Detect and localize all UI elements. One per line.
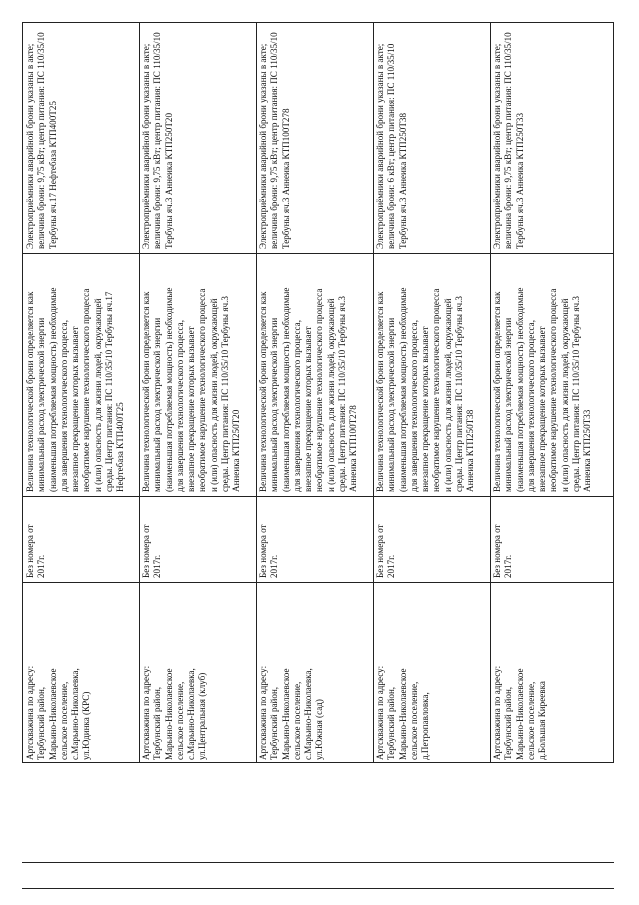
number-cell-text: Без номера от 2017г. <box>141 524 163 578</box>
description-cell-text: Величина технологической брони определяется как минимальный расход электрической энергии (наименьшая потребляемая мощность) необходимые для завершения технологического процесса, внезапное прекращение которых вызывает необратимое нарушение технологического процесса и (или) опасность для жизни людей, окружающей среды. Центр питания: ПС 110/35/10 Тербуны яч.3 Аннеика КТП250Т20 <box>141 287 242 492</box>
description-cell-text: Величина технологической брони определяется как минимальный расход электрической энергии (наименьшая потребляемая мощность) необходимые для завершения технологического процесса, внезапное прекращение которых вызывает необратимое нарушение технологического процесса и (или) опасность для жизни людей, окружающей среды. Центр питания: ПС 110/35/10 Тербуны яч.3 Аннеика КТП250Т33 <box>492 287 593 492</box>
description-cell <box>22 252 138 495</box>
number-cell-text: Без номера от 2017г. <box>25 524 47 578</box>
address-cell <box>372 581 489 763</box>
number-cell <box>372 495 489 581</box>
description-cell <box>489 252 614 495</box>
divider-line <box>22 888 614 889</box>
divider-line <box>22 862 614 863</box>
description-cell <box>138 252 255 495</box>
address-cell-text: Артскважина по адресу: Тербунский район, Марьино-Николаевское сельское поселение, д.Петропавловка, <box>375 665 431 760</box>
address-cell <box>489 581 614 763</box>
number-cell <box>22 495 138 581</box>
number-cell <box>138 495 255 581</box>
act-cell-text: Электроприёмники аварийной брони указаны в акте; величина брони: 6 кВт; центр питания: ПС 110/35/10 Тербуны яч.3 Аннеика КТП250Т38 <box>375 43 408 249</box>
number-cell <box>489 495 614 581</box>
act-cell-text: Электроприёмники аварийной брони указаны в акте; величина брони: 9,75 кВт; центр питания: ПС 110/35/10 Тербуны яч.3 Аннеика КТП250Т33 <box>492 32 525 249</box>
description-cell <box>372 252 489 495</box>
act-cell <box>22 22 138 252</box>
description-cell-text: Величина технологической брони определяется как минимальный расход электрической энергии (наименьшая потребляемая мощность) необходимые для завершения технологического процесса, внезапное прекращение которых вызывает необратимое нарушение технологического процесса и (или) опасность для жизни людей, окружающей среды. Центр питания: ПС 110/35/10 Тербуны яч.3 Аннеика КТП100Т278 <box>258 287 359 492</box>
act-cell-text: Электроприёмники аварийной брони указаны в акте; величина брони: 9,75 кВт; центр питания: ПС 110/35/10 Тербуны яч.3 Аннеика КТП250Т20 <box>141 32 174 249</box>
act-cell <box>372 22 489 252</box>
description-cell-text: Величина технологической брони определяется как минимальный расход электрической энергии (наименьшая потребляемая мощность) необходимые для завершения технологического процесса, внезапное прекращение которых вызывает необратимое нарушение технологического процесса и (или) опасность для жизни людей, окружающей среды. Центр питания: ПС 110/35/10 Тербуны яч.3 Аннеика КТП250Т38 <box>375 287 476 492</box>
act-cell-text: Электроприёмники аварийной брони указаны в акте; величина брони: 9,75 кВт; центр питания: ПС 110/35/10 Тербуны яч.3 Аннеика КТП100Т278 <box>258 32 291 249</box>
number-cell <box>255 495 372 581</box>
address-cell-text: Артскважина по адресу: Тербунский район, Марьино-Николаевское сельское поселение, с.Марьино-Николаевка, ул.Центральная (клуб) <box>141 665 208 760</box>
address-cell <box>255 581 372 763</box>
act-cell <box>255 22 372 252</box>
number-cell-text: Без номера от 2017г. <box>492 524 514 578</box>
address-cell <box>22 581 138 763</box>
number-cell-text: Без номера от 2017г. <box>375 524 397 578</box>
address-cell <box>138 581 255 763</box>
act-cell-text: Электроприёмники аварийной брони указаны в акте; величина брони: 9,75 кВт; центр питания: ПС 110/35/10 Тербуны яч.17 Нефтебаза КТП400Т25 <box>25 32 58 249</box>
act-cell <box>138 22 255 252</box>
description-cell <box>255 252 372 495</box>
description-cell-text: Величина технологической брони определяется как минимальный расход электрической энергии (наименьшая потребляемая мощность) необходимые для завершения технологического процесса, внезапное прекращение которых вызывает необратимое нарушение технологического процесса и (или) опасность для жизни людей, окружающей среды. Центр питания: ПС 110/35/10 Тербуны яч.17 Нефтебаза КТП400Т25 <box>25 287 126 492</box>
address-cell-text: Артскважина по адресу: Тербунский район, Марьино-Николаевское сельское поселение, с.Марьино-Николаевка, ул.Юдинка (КРС) <box>25 665 92 760</box>
address-cell-text: Артскважина по адресу: Тербунский район, Марьино-Николаевское сельское поселение, с.Марьино-Николаевка, ул.Южная (сад) <box>258 665 325 760</box>
act-cell <box>489 22 614 252</box>
number-cell-text: Без номера от 2017г. <box>258 524 280 578</box>
address-cell-text: Артскважина по адресу: Тербунский район, Марьино-Николаевское сельское поселение, д.Большая Киреевка <box>492 665 548 760</box>
